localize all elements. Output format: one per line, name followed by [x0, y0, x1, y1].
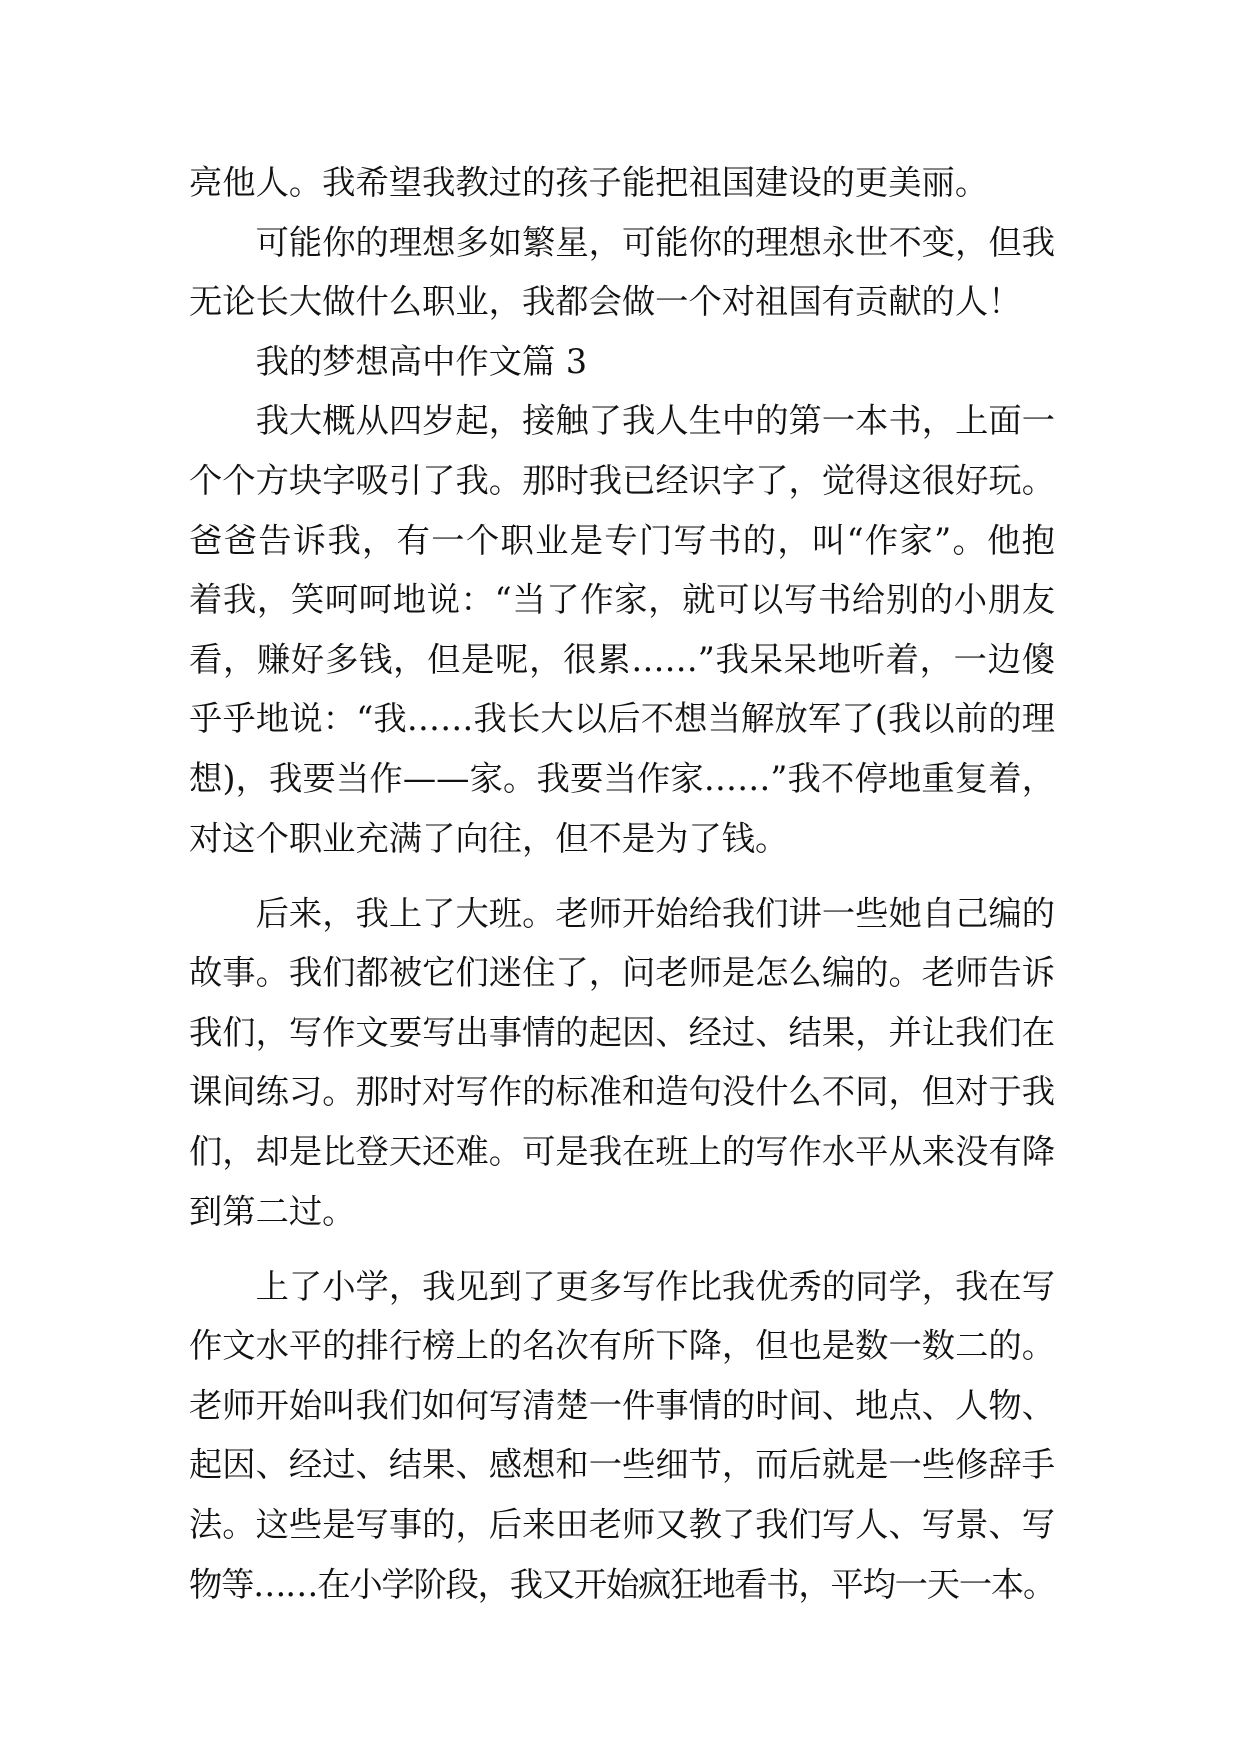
- text-line: 老师开始叫我们如何写清楚一件事情的时间、地点、人物、: [189, 1385, 1055, 1425]
- heading-line: 我的梦想高中作文篇 3: [255, 341, 588, 381]
- text-line: 课间练习。那时对写作的标准和造句没什么不同，但对于我: [189, 1072, 1055, 1112]
- paragraph-primary-school: [189, 1257, 1055, 1615]
- text-line: 亮他人。我希望我教过的孩子能把祖国建设的更美丽。: [189, 163, 989, 202]
- document-body: [189, 153, 1055, 1614]
- text-line: 我们，写作文要写出事情的起因、经过、结果，并让我们在: [189, 1012, 1055, 1052]
- paragraph-ideal: [189, 213, 1055, 332]
- text-line: 后来，我上了大班。老师开始给我们讲一些她自己编的: [255, 893, 1055, 933]
- text-line: 爸爸告诉我，有一个职业是专门写书的，叫“作家”。他抱: [189, 520, 1055, 560]
- text-line: 想)，我要当作——家。我要当作家……”我不停地重复着，: [189, 758, 1055, 798]
- text-line: 个个方块字吸引了我。那时我已经识字了，觉得这很好玩。: [189, 460, 1055, 500]
- text-line: 着我，笑呵呵地说：“当了作家，就可以写书给别的小朋友: [189, 580, 1055, 620]
- text-line: 可能你的理想多如繁星，可能你的理想永世不变，但我: [255, 222, 1055, 262]
- text-line: 物等……在小学阶段，我又开始疯狂地看书，平均一天一本。: [189, 1564, 1055, 1604]
- text-line: 起因、经过、结果、感想和一些细节，而后就是一些修辞手: [189, 1445, 1055, 1485]
- paragraph-childhood: [189, 391, 1055, 868]
- text-line: 乎乎地说：“我……我长大以后不想当解放军了(我以前的理: [189, 699, 1055, 739]
- text-line: 对这个职业充满了向往，但不是为了钱。: [189, 818, 789, 858]
- paragraph-continuation: [189, 153, 1055, 213]
- text-line: 到第二过。: [189, 1191, 356, 1231]
- text-line: 看，赚好多钱，但是呢，很累……”我呆呆地听着，一边傻: [189, 639, 1055, 679]
- paragraph-kindergarten: [189, 884, 1055, 1242]
- text-line: 无论长大做什么职业，我都会做一个对祖国有贡献的人！: [189, 282, 1022, 322]
- text-line: 故事。我们都被它们迷住了，问老师是怎么编的。老师告诉: [189, 953, 1055, 993]
- text-line: 们，却是比登天还难。可是我在班上的写作水平从来没有降: [189, 1132, 1055, 1171]
- text-line: 作文水平的排行榜上的名次有所下降，但也是数一数二的。: [189, 1326, 1055, 1366]
- text-line: 上了小学，我见到了更多写作比我优秀的同学，我在写: [255, 1266, 1055, 1306]
- text-line: 法。这些是写事的，后来田老师又教了我们写人、写景、写: [189, 1505, 1055, 1545]
- text-line: 我大概从四岁起，接触了我人生中的第一本书，上面一: [255, 401, 1055, 441]
- section-heading: [189, 332, 1055, 392]
